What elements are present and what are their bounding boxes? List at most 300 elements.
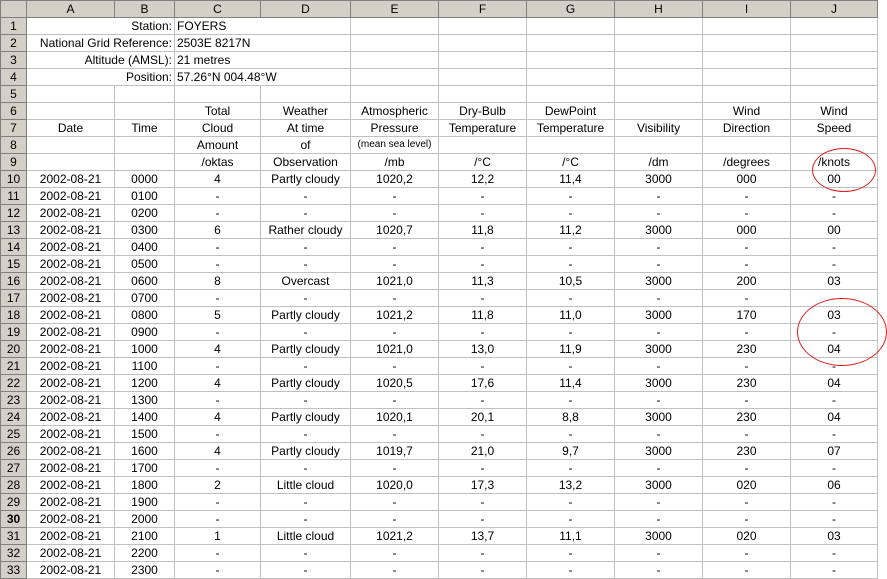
data-cell[interactable]: -	[703, 239, 791, 256]
data-cell[interactable]: -	[261, 494, 351, 511]
data-cell[interactable]: 1800	[115, 477, 175, 494]
data-cell[interactable]: Partly cloudy	[261, 307, 351, 324]
data-cell[interactable]: 2000	[115, 511, 175, 528]
cell[interactable]	[703, 69, 791, 86]
cell[interactable]	[615, 86, 703, 103]
row-header[interactable]: 25	[1, 426, 27, 443]
cell[interactable]	[175, 86, 261, 103]
station-value[interactable]: FOYERS	[175, 18, 351, 35]
data-cell[interactable]: 2002-08-21	[27, 511, 115, 528]
column-title-cell[interactable]: Time	[115, 120, 175, 137]
cell[interactable]	[351, 69, 439, 86]
data-cell[interactable]: -	[703, 460, 791, 477]
cell[interactable]	[439, 69, 527, 86]
data-cell[interactable]: 20,1	[439, 409, 527, 426]
data-cell[interactable]: -	[791, 545, 878, 562]
data-cell[interactable]: 2002-08-21	[27, 222, 115, 239]
data-cell[interactable]: 4	[175, 171, 261, 188]
data-cell[interactable]: 230	[703, 341, 791, 358]
data-cell[interactable]: -	[703, 426, 791, 443]
cell[interactable]	[791, 69, 878, 86]
unit-cell[interactable]: /knots	[791, 154, 878, 171]
data-cell[interactable]: -	[703, 205, 791, 222]
cell[interactable]	[527, 69, 615, 86]
data-cell[interactable]: -	[703, 324, 791, 341]
data-cell[interactable]: 2002-08-21	[27, 375, 115, 392]
data-cell[interactable]: -	[703, 290, 791, 307]
cell[interactable]	[703, 35, 791, 52]
data-cell[interactable]: 6	[175, 222, 261, 239]
row-header[interactable]: 5	[1, 86, 27, 103]
data-cell[interactable]: 0600	[115, 273, 175, 290]
data-cell[interactable]: -	[791, 511, 878, 528]
data-cell[interactable]: -	[527, 205, 615, 222]
data-cell[interactable]: 3000	[615, 409, 703, 426]
data-cell[interactable]: 2002-08-21	[27, 477, 115, 494]
data-cell[interactable]: 2002-08-21	[27, 256, 115, 273]
data-cell[interactable]: 2002-08-21	[27, 290, 115, 307]
data-cell[interactable]: 13,2	[527, 477, 615, 494]
data-cell[interactable]: 04	[791, 375, 878, 392]
data-cell[interactable]: 1000	[115, 341, 175, 358]
data-cell[interactable]: Rather cloudy	[261, 222, 351, 239]
row-header[interactable]: 4	[1, 69, 27, 86]
column-title-cell[interactable]: Dry-Bulb	[439, 103, 527, 120]
column-title-cell[interactable]: Weather	[261, 103, 351, 120]
data-cell[interactable]: -	[261, 188, 351, 205]
column-title-cell[interactable]: (mean sea level)	[351, 137, 439, 154]
data-cell[interactable]: Overcast	[261, 273, 351, 290]
data-cell[interactable]: 21,0	[439, 443, 527, 460]
data-cell[interactable]: -	[261, 358, 351, 375]
data-cell[interactable]: -	[351, 392, 439, 409]
data-cell[interactable]: -	[439, 460, 527, 477]
column-title-cell[interactable]	[527, 137, 615, 154]
column-title-cell[interactable]	[115, 103, 175, 120]
data-cell[interactable]: 2002-08-21	[27, 341, 115, 358]
row-header[interactable]: 27	[1, 460, 27, 477]
data-cell[interactable]: 0300	[115, 222, 175, 239]
column-title-cell[interactable]: Pressure	[351, 120, 439, 137]
data-cell[interactable]: 3000	[615, 528, 703, 545]
data-cell[interactable]: -	[527, 562, 615, 579]
row-header[interactable]: 31	[1, 528, 27, 545]
column-title-cell[interactable]: of	[261, 137, 351, 154]
data-cell[interactable]: 4	[175, 443, 261, 460]
data-cell[interactable]: -	[175, 324, 261, 341]
data-cell[interactable]: -	[527, 392, 615, 409]
data-cell[interactable]: 00	[791, 171, 878, 188]
data-cell[interactable]: -	[703, 494, 791, 511]
data-cell[interactable]: 1020,0	[351, 477, 439, 494]
data-cell[interactable]: 1	[175, 528, 261, 545]
data-cell[interactable]: 03	[791, 273, 878, 290]
row-header[interactable]: 6	[1, 103, 27, 120]
column-header-b[interactable]: B	[115, 1, 175, 18]
data-cell[interactable]: 230	[703, 375, 791, 392]
data-cell[interactable]: 0800	[115, 307, 175, 324]
data-cell[interactable]: -	[261, 426, 351, 443]
data-cell[interactable]: Little cloud	[261, 528, 351, 545]
column-header-i[interactable]: I	[703, 1, 791, 18]
row-header[interactable]: 7	[1, 120, 27, 137]
data-cell[interactable]: Little cloud	[261, 477, 351, 494]
unit-cell[interactable]: /°C	[527, 154, 615, 171]
data-cell[interactable]: -	[615, 256, 703, 273]
data-cell[interactable]: 0000	[115, 171, 175, 188]
data-cell[interactable]: 1021,2	[351, 528, 439, 545]
data-cell[interactable]: -	[791, 392, 878, 409]
data-cell[interactable]: 17,6	[439, 375, 527, 392]
data-cell[interactable]: 04	[791, 409, 878, 426]
data-cell[interactable]: 2002-08-21	[27, 239, 115, 256]
data-cell[interactable]: 0400	[115, 239, 175, 256]
data-cell[interactable]: 11,4	[527, 375, 615, 392]
data-cell[interactable]: -	[261, 460, 351, 477]
data-cell[interactable]: 3000	[615, 443, 703, 460]
data-cell[interactable]: -	[351, 562, 439, 579]
data-cell[interactable]: -	[261, 256, 351, 273]
column-title-cell[interactable]: Temperature	[439, 120, 527, 137]
data-cell[interactable]: -	[527, 188, 615, 205]
data-cell[interactable]: -	[527, 545, 615, 562]
data-cell[interactable]: -	[175, 494, 261, 511]
column-header-d[interactable]: D	[261, 1, 351, 18]
data-cell[interactable]: 3000	[615, 307, 703, 324]
cell[interactable]	[351, 52, 439, 69]
data-cell[interactable]: 2100	[115, 528, 175, 545]
data-cell[interactable]: -	[527, 358, 615, 375]
row-header[interactable]: 2	[1, 35, 27, 52]
data-cell[interactable]: -	[791, 239, 878, 256]
data-cell[interactable]: 9,7	[527, 443, 615, 460]
altitude-value[interactable]: 21 metres	[175, 52, 351, 69]
cell[interactable]	[527, 18, 615, 35]
data-cell[interactable]: -	[351, 426, 439, 443]
data-cell[interactable]: 2002-08-21	[27, 494, 115, 511]
data-cell[interactable]: 11,9	[527, 341, 615, 358]
unit-cell[interactable]: /mb	[351, 154, 439, 171]
data-cell[interactable]: 1900	[115, 494, 175, 511]
data-cell[interactable]: -	[351, 256, 439, 273]
cell[interactable]	[703, 18, 791, 35]
data-cell[interactable]: -	[439, 426, 527, 443]
data-cell[interactable]: 1021,0	[351, 273, 439, 290]
data-cell[interactable]: -	[175, 358, 261, 375]
cell[interactable]	[703, 86, 791, 103]
column-header-e[interactable]: E	[351, 1, 439, 18]
data-cell[interactable]: 3000	[615, 273, 703, 290]
data-cell[interactable]: -	[439, 392, 527, 409]
data-cell[interactable]: -	[703, 545, 791, 562]
row-header[interactable]: 8	[1, 137, 27, 154]
row-header[interactable]: 12	[1, 205, 27, 222]
row-header[interactable]: 23	[1, 392, 27, 409]
data-cell[interactable]: 3000	[615, 341, 703, 358]
data-cell[interactable]: 06	[791, 477, 878, 494]
column-title-cell[interactable]	[703, 137, 791, 154]
data-cell[interactable]: -	[175, 239, 261, 256]
data-cell[interactable]: 000	[703, 171, 791, 188]
data-cell[interactable]: -	[615, 562, 703, 579]
data-cell[interactable]: -	[703, 392, 791, 409]
data-cell[interactable]: 07	[791, 443, 878, 460]
data-cell[interactable]: -	[175, 460, 261, 477]
cell[interactable]	[791, 86, 878, 103]
data-cell[interactable]: 4	[175, 409, 261, 426]
data-cell[interactable]: 4	[175, 341, 261, 358]
row-header[interactable]: 20	[1, 341, 27, 358]
cell[interactable]	[527, 35, 615, 52]
data-cell[interactable]: -	[261, 239, 351, 256]
data-cell[interactable]: -	[261, 392, 351, 409]
row-header[interactable]: 17	[1, 290, 27, 307]
column-header-c[interactable]: C	[175, 1, 261, 18]
row-header[interactable]: 18	[1, 307, 27, 324]
data-cell[interactable]: -	[527, 256, 615, 273]
cell[interactable]	[351, 35, 439, 52]
data-cell[interactable]: 0900	[115, 324, 175, 341]
row-header[interactable]: 22	[1, 375, 27, 392]
data-cell[interactable]: -	[351, 239, 439, 256]
column-header-f[interactable]: F	[439, 1, 527, 18]
data-cell[interactable]: -	[791, 460, 878, 477]
data-cell[interactable]: -	[351, 460, 439, 477]
data-cell[interactable]: -	[175, 426, 261, 443]
data-cell[interactable]: 020	[703, 528, 791, 545]
row-header[interactable]: 29	[1, 494, 27, 511]
unit-cell[interactable]: /degrees	[703, 154, 791, 171]
data-cell[interactable]: -	[351, 290, 439, 307]
data-cell[interactable]: -	[175, 545, 261, 562]
data-cell[interactable]: 1020,2	[351, 171, 439, 188]
data-cell[interactable]: 11,3	[439, 273, 527, 290]
data-cell[interactable]: Partly cloudy	[261, 171, 351, 188]
data-cell[interactable]: 170	[703, 307, 791, 324]
column-header-h[interactable]: H	[615, 1, 703, 18]
data-cell[interactable]: 1020,7	[351, 222, 439, 239]
cell[interactable]	[351, 18, 439, 35]
cell[interactable]	[615, 18, 703, 35]
data-cell[interactable]: -	[439, 205, 527, 222]
data-cell[interactable]: 1600	[115, 443, 175, 460]
data-cell[interactable]: -	[439, 562, 527, 579]
column-title-cell[interactable]	[115, 137, 175, 154]
column-header-a[interactable]: A	[27, 1, 115, 18]
data-cell[interactable]: -	[615, 324, 703, 341]
data-cell[interactable]: 2002-08-21	[27, 273, 115, 290]
data-cell[interactable]: 230	[703, 409, 791, 426]
data-cell[interactable]: 1019,7	[351, 443, 439, 460]
data-cell[interactable]: 2	[175, 477, 261, 494]
data-cell[interactable]: -	[175, 392, 261, 409]
column-title-cell[interactable]: Temperature	[527, 120, 615, 137]
cell[interactable]	[791, 18, 878, 35]
column-header-j[interactable]: J	[791, 1, 878, 18]
data-cell[interactable]: -	[791, 562, 878, 579]
data-cell[interactable]: 2002-08-21	[27, 188, 115, 205]
data-cell[interactable]: -	[527, 426, 615, 443]
row-header[interactable]: 1	[1, 18, 27, 35]
data-cell[interactable]: 200	[703, 273, 791, 290]
data-cell[interactable]: 1021,2	[351, 307, 439, 324]
column-title-cell[interactable]: Direction	[703, 120, 791, 137]
data-cell[interactable]: 10,5	[527, 273, 615, 290]
unit-cell[interactable]: Observation	[261, 154, 351, 171]
data-cell[interactable]: -	[175, 256, 261, 273]
data-cell[interactable]: 2002-08-21	[27, 409, 115, 426]
cell[interactable]	[703, 52, 791, 69]
row-header[interactable]: 28	[1, 477, 27, 494]
data-cell[interactable]: -	[615, 460, 703, 477]
data-cell[interactable]: -	[261, 205, 351, 222]
data-cell[interactable]: 0700	[115, 290, 175, 307]
data-cell[interactable]: 1200	[115, 375, 175, 392]
data-cell[interactable]: -	[615, 545, 703, 562]
row-header[interactable]: 16	[1, 273, 27, 290]
row-header[interactable]: 32	[1, 545, 27, 562]
data-cell[interactable]: -	[439, 239, 527, 256]
data-cell[interactable]: 13,7	[439, 528, 527, 545]
data-cell[interactable]: -	[703, 511, 791, 528]
data-cell[interactable]: -	[791, 188, 878, 205]
data-cell[interactable]: 00	[791, 222, 878, 239]
unit-cell[interactable]	[27, 154, 115, 171]
data-cell[interactable]: 11,1	[527, 528, 615, 545]
cell[interactable]	[527, 86, 615, 103]
data-cell[interactable]: -	[351, 511, 439, 528]
data-cell[interactable]: Partly cloudy	[261, 341, 351, 358]
data-cell[interactable]: 0200	[115, 205, 175, 222]
data-cell[interactable]: -	[615, 426, 703, 443]
position-value[interactable]: 57.26°N 004.48°W	[175, 69, 351, 86]
data-cell[interactable]: 8,8	[527, 409, 615, 426]
row-header[interactable]: 13	[1, 222, 27, 239]
column-title-cell[interactable]: Total	[175, 103, 261, 120]
data-cell[interactable]: 03	[791, 307, 878, 324]
position-label[interactable]: Position:	[27, 69, 175, 86]
column-title-cell[interactable]: Atmospheric	[351, 103, 439, 120]
data-cell[interactable]: 17,3	[439, 477, 527, 494]
data-cell[interactable]: -	[175, 205, 261, 222]
data-cell[interactable]: 1700	[115, 460, 175, 477]
unit-cell[interactable]: /dm	[615, 154, 703, 171]
data-cell[interactable]: Partly cloudy	[261, 443, 351, 460]
data-cell[interactable]: 3000	[615, 171, 703, 188]
column-title-cell[interactable]	[27, 137, 115, 154]
data-cell[interactable]: -	[791, 358, 878, 375]
data-cell[interactable]: -	[261, 290, 351, 307]
data-cell[interactable]: -	[791, 290, 878, 307]
data-cell[interactable]: -	[439, 358, 527, 375]
data-cell[interactable]: -	[175, 511, 261, 528]
row-header[interactable]: 11	[1, 188, 27, 205]
column-title-cell[interactable]	[615, 103, 703, 120]
data-cell[interactable]: 04	[791, 341, 878, 358]
data-cell[interactable]: -	[261, 562, 351, 579]
row-header[interactable]: 24	[1, 409, 27, 426]
data-cell[interactable]: 1021,0	[351, 341, 439, 358]
data-cell[interactable]: -	[615, 358, 703, 375]
data-cell[interactable]: -	[527, 460, 615, 477]
data-cell[interactable]: 12,2	[439, 171, 527, 188]
data-cell[interactable]: -	[615, 188, 703, 205]
data-cell[interactable]: -	[351, 545, 439, 562]
row-header[interactable]: 30	[1, 511, 27, 528]
data-cell[interactable]: 1400	[115, 409, 175, 426]
data-cell[interactable]: -	[439, 511, 527, 528]
data-cell[interactable]: -	[703, 358, 791, 375]
data-cell[interactable]: -	[351, 494, 439, 511]
data-cell[interactable]: 03	[791, 528, 878, 545]
data-cell[interactable]: 2002-08-21	[27, 307, 115, 324]
cell[interactable]	[439, 52, 527, 69]
data-cell[interactable]: Partly cloudy	[261, 375, 351, 392]
data-cell[interactable]: 11,8	[439, 307, 527, 324]
cell[interactable]	[27, 86, 115, 103]
data-cell[interactable]: 3000	[615, 222, 703, 239]
data-cell[interactable]: 1300	[115, 392, 175, 409]
column-title-cell[interactable]: DewPoint	[527, 103, 615, 120]
data-cell[interactable]: -	[351, 205, 439, 222]
row-header[interactable]: 15	[1, 256, 27, 273]
data-cell[interactable]: -	[439, 324, 527, 341]
data-cell[interactable]: -	[261, 511, 351, 528]
row-header[interactable]: 10	[1, 171, 27, 188]
data-cell[interactable]: -	[439, 188, 527, 205]
data-cell[interactable]: 2002-08-21	[27, 358, 115, 375]
data-cell[interactable]: -	[615, 239, 703, 256]
data-cell[interactable]: 5	[175, 307, 261, 324]
data-cell[interactable]: -	[351, 324, 439, 341]
unit-cell[interactable]: /oktas	[175, 154, 261, 171]
data-cell[interactable]: 2002-08-21	[27, 324, 115, 341]
grid-reference-label[interactable]: National Grid Reference:	[27, 35, 175, 52]
data-cell[interactable]: -	[703, 256, 791, 273]
data-cell[interactable]: 8	[175, 273, 261, 290]
data-cell[interactable]: -	[261, 324, 351, 341]
data-cell[interactable]: -	[791, 256, 878, 273]
column-title-cell[interactable]: At time	[261, 120, 351, 137]
data-cell[interactable]: -	[791, 494, 878, 511]
data-cell[interactable]: -	[175, 188, 261, 205]
data-cell[interactable]: -	[439, 545, 527, 562]
cell[interactable]	[791, 35, 878, 52]
cell[interactable]	[615, 52, 703, 69]
data-cell[interactable]: -	[527, 494, 615, 511]
data-cell[interactable]: 2002-08-21	[27, 545, 115, 562]
column-title-cell[interactable]	[615, 137, 703, 154]
column-header-g[interactable]: G	[527, 1, 615, 18]
data-cell[interactable]: -	[439, 494, 527, 511]
data-cell[interactable]: 2002-08-21	[27, 443, 115, 460]
data-cell[interactable]: 0500	[115, 256, 175, 273]
column-title-cell[interactable]	[439, 137, 527, 154]
data-cell[interactable]: -	[791, 426, 878, 443]
data-cell[interactable]: -	[175, 290, 261, 307]
data-cell[interactable]: 2002-08-21	[27, 460, 115, 477]
cell[interactable]	[791, 52, 878, 69]
data-cell[interactable]: 3000	[615, 477, 703, 494]
data-cell[interactable]: -	[791, 324, 878, 341]
row-header[interactable]: 21	[1, 358, 27, 375]
data-cell[interactable]: -	[703, 188, 791, 205]
data-cell[interactable]: 0100	[115, 188, 175, 205]
cell[interactable]	[439, 18, 527, 35]
row-header[interactable]: 19	[1, 324, 27, 341]
data-cell[interactable]: 2002-08-21	[27, 528, 115, 545]
cell[interactable]	[615, 69, 703, 86]
